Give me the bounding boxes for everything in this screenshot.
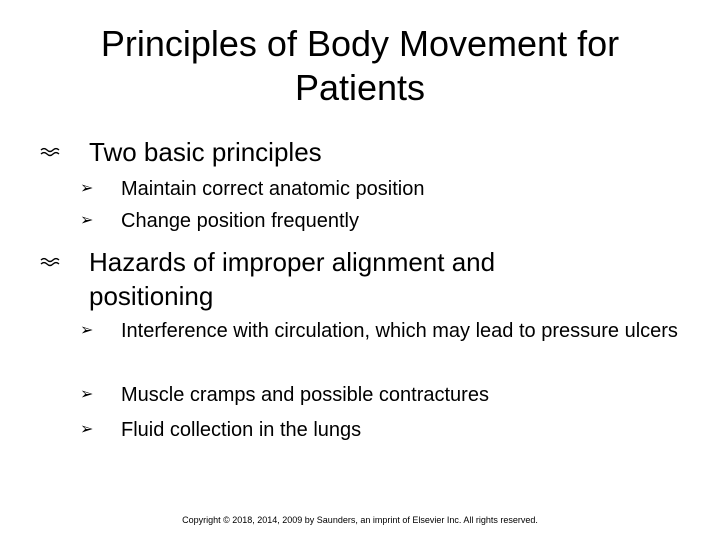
- arrowhead-bullet-icon: ➢: [80, 322, 94, 339]
- sub-bullet-text: Maintain correct anatomic position: [121, 178, 425, 200]
- sub-bullet-item: [80, 207, 681, 235]
- sub-bullet-item: [80, 416, 681, 444]
- copyright-footer: Copyright © 2018, 2014, 2009 by Saunders, an imprint of Elsevier Inc. All rights reserved.: [182, 515, 538, 525]
- bullet-text: Two basic principles: [89, 137, 322, 167]
- sub-bullet-text: Change position frequently: [121, 210, 359, 232]
- bullet-text: Hazards of improper alignment and positioning: [89, 247, 496, 311]
- arrowhead-bullet-icon: ➢: [80, 180, 94, 197]
- bullet-item-hazards: [40, 245, 589, 313]
- sub-bullet-text: Interference with circulation, which may lead to pressure ulcers: [121, 320, 678, 342]
- arrowhead-bullet-icon: ➢: [80, 212, 94, 229]
- bullet-item-two-basic-principles: [40, 135, 589, 169]
- sub-bullet-item: [80, 317, 681, 345]
- sub-bullet-item: [80, 175, 681, 203]
- arrowhead-bullet-icon: ➢: [80, 421, 94, 438]
- arrowhead-bullet-icon: ➢: [80, 386, 94, 403]
- slide-title: Principles of Body Movement for Patients: [100, 23, 620, 108]
- sub-bullet-item: [80, 381, 681, 409]
- wave-bullet-icon: [40, 257, 64, 267]
- wave-bullet-icon: [40, 147, 64, 157]
- sub-bullet-text: Muscle cramps and possible contractures: [121, 384, 489, 406]
- sub-bullet-text: Fluid collection in the lungs: [121, 419, 362, 441]
